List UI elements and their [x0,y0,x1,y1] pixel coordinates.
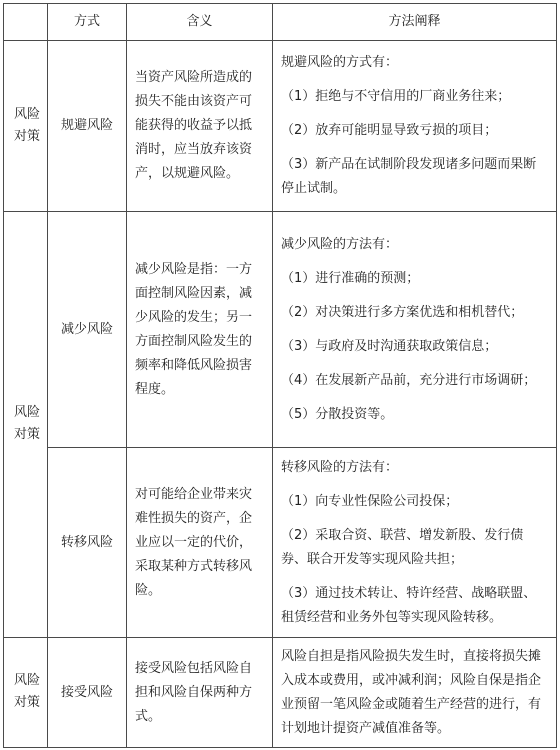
category-cell [4,212,48,638]
header-category [4,4,48,41]
header-method: 方式 [48,4,127,41]
table-row [4,448,557,638]
explanation-line: （3）新产品在试制阶段发现诸多问题而果断停止试制。 [281,157,537,196]
table-row [4,41,557,212]
meaning-cell: 对可能给企业带来灾难性损失的资产，企业应以一定的代价，采取某种方式转移风险。 [127,448,273,638]
explanation-line: （1）拒绝与不守信用的厂商业务往来； [281,89,511,104]
explanation-line: （1）进行准确的预测； [281,270,420,286]
table-row [4,212,557,448]
explanation-line: 转移风险的方法有： [281,459,399,475]
method-cell: 减少风险 [48,212,127,448]
header-explanation: 方法阐释 [273,4,557,41]
explanation-line: （2）采取合资、联营、增发新股、发行债券、联合开发等实现风险共担； [281,527,524,567]
explanation-line: 减少风险的方法有： [281,236,399,252]
method-cell: 规避风险 [48,41,127,212]
explanation-cell [273,638,557,748]
risk-strategy-table [3,3,557,748]
header-meaning: 含义 [127,4,273,41]
meaning-cell: 减少风险是指：一方面控制风险因素，减少风险的发生；另一方面控制风险发生的频率和降低风险损害程度。 [127,212,273,448]
explanation-line: 风险自担是指风险损失发生时，直接将损失摊入成本或费用，或冲减利润；风险自保是指企业预留一笔风险金或随着生产经营的进行，有计划地计提资产减值准备等。 [281,648,542,736]
meaning-cell: 接受风险包括风险自担和风险自保两种方式。 [127,638,273,748]
meaning-cell: 当资产风险所造成的损失不能由该资产可能获得的收益予以抵消时，应当放弃该资产，以规避风险。 [127,41,273,212]
category-cell [4,638,48,748]
method-cell: 转移风险 [48,448,127,638]
category-label: 风险 对策 [13,106,40,144]
header-row [4,4,557,41]
explanation-line: （3）与政府及时沟通获取政策信息； [281,338,498,354]
explanation-line: 规避风险的方式有： [281,55,399,70]
explanation-cell [273,448,557,638]
explanation-line: （2）放弃可能明显导致亏损的项目； [281,123,498,138]
table-row [4,638,557,748]
method-cell: 接受风险 [48,638,127,748]
explanation-line: （3）通过技术转让、特许经营、战略联盟、租赁经营和业务外包等实现风险转移。 [281,585,537,625]
explanation-line: （1）向专业性保险公司投保； [281,493,459,509]
category-cell [4,41,48,212]
explanation-line: （2）对决策进行多方案优选和相机替代； [281,304,524,320]
explanation-line: （5）分散投资等。 [281,406,394,422]
category-label: 风险 对策 [13,405,40,442]
category-label: 风险 对策 [13,673,40,710]
explanation-line: （4）在发展新产品前，充分进行市场调研； [281,372,537,388]
explanation-cell [273,212,557,448]
explanation-cell [273,41,557,212]
